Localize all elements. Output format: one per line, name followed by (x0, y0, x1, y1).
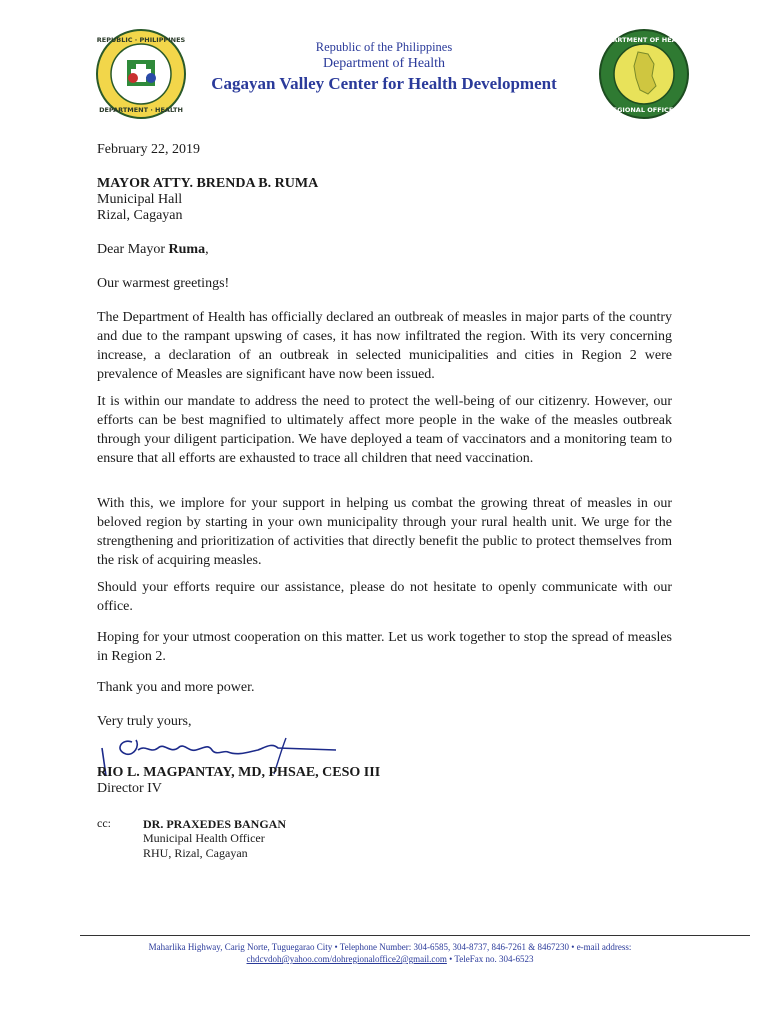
recipient-name: MAYOR ATTY. BRENDA B. RUMA (97, 176, 319, 191)
cc-office: RHU, Rizal, Cagayan (143, 846, 248, 860)
footer-telefax: • TeleFax no. 304-6523 (446, 954, 534, 964)
thanks: Thank you and more power. (97, 680, 255, 695)
svg-text:DEPARTMENT · HEALTH: DEPARTMENT · HEALTH (99, 106, 183, 114)
footer-contact (80, 953, 700, 965)
signatory-title: Director IV (97, 781, 162, 796)
paragraph-2: It is within our mandate to address the need to protect the well-being of our citizenry. However, our efforts can be best magnified to ultimately affect more people in the wake of the measles outbreak through your diligent participation. We have deployed a team of vaccinators and a monitoring team to ensure that all efforts are exhausted to trace all children that need vaccination. (97, 394, 672, 466)
header-office: Cagayan Valley Center for Health Development (211, 74, 557, 93)
doh-regional-seal-right (598, 28, 690, 120)
greeting: Our warmest greetings! (97, 276, 230, 291)
signatory-name: RIO L. MAGPANTAY, MD, PHSAE, CESO III (97, 765, 381, 780)
footer-email-link[interactable]: chdcvdoh@yahoo.com/dohregionaloffice2@gmail.com (246, 954, 447, 964)
footer-address: Maharlika Highway, Carig Norte, Tuguegarao City • Telephone Number: 304-6585, 304-8737, 846-7261 & 8467230 • e-mail address: (148, 942, 632, 952)
header-republic: Republic of the Philippines (315, 40, 453, 54)
paragraph-1: The Department of Health has officially declared an outbreak of measles in major parts of the country and due to the rampant upswing of cases, it has now infiltrated the region. With its very concerning increase, a declaration of an outbreak in selected municipalities and cities in Region 2 were prevalence of Measles are significant have now been issued. (97, 310, 672, 382)
svg-text:REGIONAL OFFICE II: REGIONAL OFFICE II (607, 106, 681, 114)
letter-date: February 22, 2019 (97, 142, 201, 157)
paragraph-5: Hoping for your utmost cooperation on this matter. Let us work together to stop the spread of measles in Region 2. (97, 630, 672, 664)
cc-label: cc: (97, 816, 111, 830)
svg-text:DEPARTMENT OF HEALTH: DEPARTMENT OF HEALTH (598, 36, 690, 44)
paragraph-4: Should your efforts require our assistance, please do not hesitate to openly communicate with our office. (97, 580, 672, 614)
cc-name: DR. PRAXEDES BANGAN (143, 817, 287, 831)
paragraph-3: With this, we implore for your support in helping us combat the growing threat of measles in our beloved region by starting in your own municipality through your rural health unit. We urge for the strengthening and prioritization of activities that directly benefit the public to protect themselves from the risk of acquiring measles. (97, 496, 672, 568)
header-department: Department of Health (322, 56, 446, 71)
closing: Very truly yours, (97, 714, 192, 729)
footer-divider (80, 935, 750, 936)
recipient-line3: Rizal, Cagayan (97, 208, 183, 223)
salutation-name: Ruma (168, 242, 206, 257)
cc-title: Municipal Health Officer (143, 831, 265, 845)
recipient-line2: Municipal Hall (97, 192, 183, 207)
salutation-suffix: , (205, 242, 209, 257)
salutation (97, 240, 672, 259)
salutation-prefix: Dear Mayor (97, 242, 169, 257)
svg-text:REPUBLIC · PHILIPPINES: REPUBLIC · PHILIPPINES (96, 36, 186, 44)
